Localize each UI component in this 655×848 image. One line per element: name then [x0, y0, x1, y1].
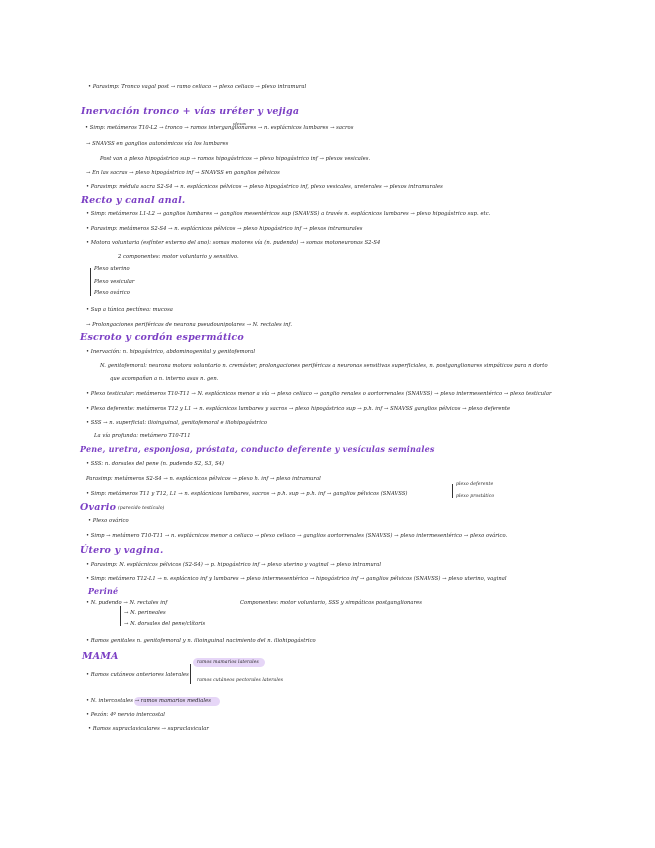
note-line: • Parasimp: N. esplácnicos pélvicos (S2-S4) → p. hipogástrico inf → plexo uterino y vaginal → plexo intramural [86, 562, 382, 568]
note-line: • Ramos genitales n. genitofemoral y n. ilioinguinal nacimiento del n. iliohipogástrico [86, 638, 316, 644]
note-line: • Ramos supraclaviculares → supraclavicular [88, 726, 209, 732]
heading-scrotum: Escroto y cordón espermático [80, 332, 244, 343]
note-line: • Parasimp: médula sacra S2-S4 → n. esplácnicos pélvicos → plexo hipogástrico inf, plexo vesicales, ureterales → plexos intramurales [86, 184, 443, 190]
note-line: • SSS → n. superficial: ilioinguinal, genitofemoral e iliohipogástrico [86, 420, 268, 426]
note-line: Plexo vesicular [94, 279, 135, 285]
note-line: • Simp: metámeros T11 y T12, L1 → n. esplácnicos lumbares, sacros → p.h. sup → p.h. inf → ganglios pélvicos (SNAVSS) [86, 491, 408, 497]
heading-ovary: Ovario [80, 502, 117, 513]
note-line: • Simp → metámero T10-T11 → n. esplácnicos menor a celiaco → plexo celiaco → ganglios aortorrenales (SNAVSS) → plexo intermesentérico → plexo ovárico. [86, 533, 508, 539]
note-line: • Pezón: 4º nervio intercostal [86, 712, 165, 718]
heading-uterus: Útero y vagina. [80, 545, 164, 556]
bracket [90, 268, 91, 296]
note-line: plexo deferente [456, 482, 494, 487]
note-line: → SNAVSS en ganglios autonómicos vía los lumbares [86, 141, 229, 147]
note-line: → N. perineales [124, 610, 166, 616]
note-line: plexo prostático [456, 494, 495, 499]
note-line: • Simp: metámeros L1-L2 → ganglios lumbares → ganglios mesentéricos sup (SNAVSS) a través n. esplácnicos lumbares → plexo hipogástrico sup. etc. [86, 211, 491, 217]
note-line: La vía profunda: metámero T10-T11 [94, 433, 191, 439]
note-line: ramos cutáneos pectorales laterales [197, 678, 284, 683]
note-line: ramos mamarios laterales [197, 660, 259, 665]
note-line: • Plexo ovárico [88, 518, 129, 524]
note-line: que acompañan a n. interno asas n. gen. [110, 376, 219, 382]
note-line: Plexo ovárico [94, 290, 130, 296]
heading-breast: MAMA [82, 651, 119, 662]
heading-ureter-bladder: Inervación tronco + vías uréter y vejiga [81, 106, 300, 117]
note-line: Post van a plexo hipogástrico sup → ramos hipogástricos → plexo hipogástrico inf → plexos vesicales. [100, 156, 371, 162]
note-line: • Motora voluntaria (esfínter externo del ano): somas motores vía (n. pudendo) → somas motoneuronas S2-S4 [86, 240, 381, 246]
note-line: • Ramos cutáneos anteriores laterales [86, 672, 189, 678]
note-line: • N. pudendo → N. rectales inf [86, 600, 168, 606]
bracket [190, 664, 191, 684]
note-line: (parecido testículo) [118, 506, 165, 511]
note-line: • Parasimp: metámeros S2-S4 → n. esplácnicos pélvicos → plexo hipogástrico inf → plexos intramurales [86, 226, 363, 232]
note-superscript: plexos [233, 121, 246, 126]
note-line: → Prolongaciones periféricas de neurona pseudounipolares → N. rectales inf. [86, 322, 293, 328]
note-line: N. genitofemoral: neurona motora voluntario n. cremáster, prolongaciones periféricas a neuronas sensitivas superficiales, n. postganglionares simpáticos para n dorto [100, 363, 548, 369]
bracket [452, 484, 453, 498]
heading-penis: Pene, uretra, esponjosa, próstata, conducto deferente y vesículas seminales [80, 444, 435, 454]
heading-perineum: Periné [88, 586, 119, 596]
note-line: • N. intercostales → ramos mamarios mediales [86, 698, 211, 704]
note-line: • Sup a túnica pectínea: mucosa [86, 307, 173, 313]
note-line: • Simp: metámero T12-L1 → n. esplácnico inf y lumbares → plexo intermesentérico → hipogástrico inf → ganglios pélvicos (SNAVSS) → plexo uterino, vaginal [86, 576, 507, 582]
note-line: Plexo uterino [94, 266, 130, 272]
note-line: 2 componentes: motor voluntario y sensitivo. [118, 254, 239, 260]
note-line: → En las sacras → plexo hipogástrico inf → SNAVSS en ganglios pélvicos [86, 170, 280, 176]
note-line: • SSS: n. dorsales del pene (n. pudendo S2, S3, S4) [86, 461, 224, 467]
bracket [120, 606, 121, 626]
note-line: Parasimp: metámeros S2-S4 → n. esplácnicos pélvicos → plexo h. inf → plexo intramural [86, 476, 321, 482]
note-line: • Simp: metámeros T10-L2 → tronco → ramos interganglionares → n. esplácnicos lumbares → sacros [85, 125, 354, 131]
note-line: • Plexo deferente: metámeros T12 y L1 → n. esplácnicos lumbares y sacros → plexo hipogástrico sup → p.h. inf → SNAVSS ganglios pélvicos → plexo deferente [86, 406, 511, 412]
parasympathetic-note: • Parasimp: Tronco vagal post → ramo celiaco → plexo celiaco → plexo intramural [88, 84, 307, 90]
heading-rectum: Recto y canal anal. [81, 195, 186, 206]
note-line: → N. dorsales del pene/clítoris [124, 621, 206, 627]
note-line: Componentes: motor voluntario, SSS y simpáticos postganglionares [240, 600, 422, 606]
note-line: • Inervación: n. hipogástrico, abdominogenital y genitofemoral [86, 349, 256, 355]
note-line: • Plexo testicular: metámeros T10-T11 → N. esplácnicos menor a vía → plexo celiaco → ganglio renales o aortorrenales (SNAVSS) → plexo intermesentérico → plexo testicular [86, 391, 552, 397]
